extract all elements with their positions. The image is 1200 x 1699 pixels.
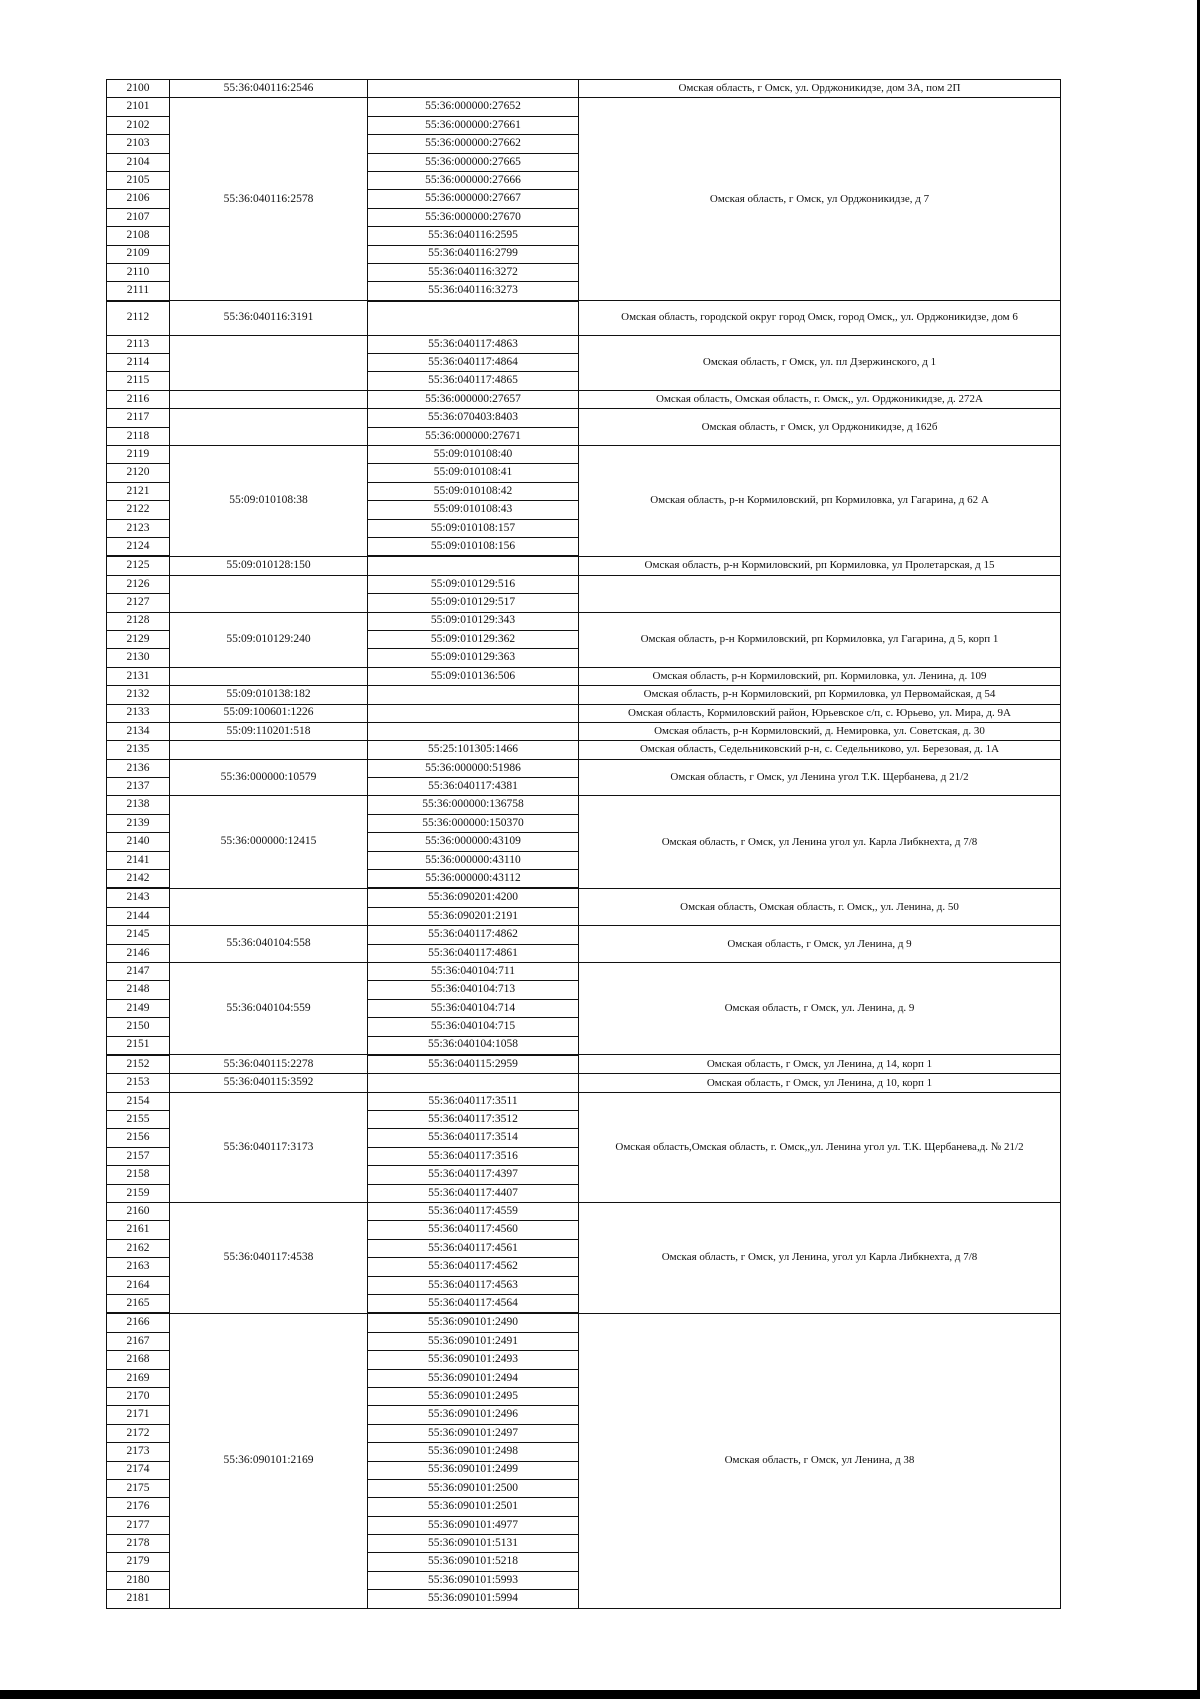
row-number: 2104 — [107, 153, 170, 171]
object-address: Омская область, г Омск, ул Ленина, угол ул Карла Либкнехта, д 7/8 — [579, 1203, 1061, 1314]
table-row — [107, 1074, 1061, 1092]
row-number: 2125 — [107, 556, 170, 575]
included-object-number: 55:09:010108:40 — [368, 446, 579, 464]
row-number: 2158 — [107, 1166, 170, 1184]
cadastral-number: 55:36:000000:12415 — [170, 796, 368, 888]
cadastral-number — [170, 575, 368, 612]
row-number: 2165 — [107, 1295, 170, 1314]
row-number: 2174 — [107, 1461, 170, 1479]
row-number: 2135 — [107, 741, 170, 759]
row-number: 2101 — [107, 98, 170, 116]
cadastral-number — [170, 888, 368, 925]
row-number: 2152 — [107, 1055, 170, 1074]
included-object-number: 55:09:010136:506 — [368, 667, 579, 685]
included-object-number: 55:36:090101:2497 — [368, 1424, 579, 1442]
included-object-number: 55:36:040117:3516 — [368, 1147, 579, 1165]
included-object-number: 55:36:090101:2493 — [368, 1351, 579, 1369]
row-number: 2118 — [107, 427, 170, 445]
row-number: 2112 — [107, 301, 170, 336]
cadastral-number: 55:36:040116:3191 — [170, 301, 368, 336]
included-object-number: 55:36:090201:2191 — [368, 907, 579, 925]
row-number: 2177 — [107, 1516, 170, 1534]
row-number: 2109 — [107, 245, 170, 263]
row-number: 2168 — [107, 1351, 170, 1369]
included-object-number: 55:36:000000:136758 — [368, 796, 579, 814]
included-object-number: 55:09:010108:43 — [368, 501, 579, 519]
row-number: 2140 — [107, 833, 170, 851]
row-number: 2151 — [107, 1036, 170, 1055]
included-object-number — [368, 704, 579, 722]
row-number: 2131 — [107, 667, 170, 685]
included-object-number: 55:36:040117:4563 — [368, 1276, 579, 1294]
included-object-number: 55:36:090101:2500 — [368, 1479, 579, 1497]
included-object-number: 55:36:000000:43112 — [368, 870, 579, 889]
included-object-number: 55:36:000000:27657 — [368, 390, 579, 408]
included-object-number: 55:36:040104:1058 — [368, 1036, 579, 1055]
row-number: 2143 — [107, 888, 170, 907]
included-object-number — [368, 80, 579, 98]
row-number: 2133 — [107, 704, 170, 722]
row-number: 2175 — [107, 1479, 170, 1497]
table-row — [107, 1203, 1061, 1221]
cadastral-number — [170, 335, 368, 390]
cadastral-number: 55:09:100601:1226 — [170, 704, 368, 722]
included-object-number: 55:36:000000:27662 — [368, 135, 579, 153]
row-number: 2166 — [107, 1313, 170, 1332]
object-address: Омская область, р-н Кормиловский, рп Кормиловка, ул Первомайская, д 54 — [579, 686, 1061, 704]
included-object-number: 55:36:040117:4564 — [368, 1295, 579, 1314]
row-number: 2180 — [107, 1571, 170, 1589]
included-object-number: 55:36:000000:51986 — [368, 759, 579, 777]
row-number: 2115 — [107, 372, 170, 390]
row-number: 2154 — [107, 1092, 170, 1110]
included-object-number: 55:09:010108:41 — [368, 464, 579, 482]
included-object-number: 55:36:040117:4561 — [368, 1239, 579, 1257]
row-number: 2141 — [107, 851, 170, 869]
table-row — [107, 759, 1061, 777]
row-number: 2107 — [107, 208, 170, 226]
row-number: 2145 — [107, 926, 170, 944]
cadastral-number: 55:09:010138:182 — [170, 686, 368, 704]
row-number: 2150 — [107, 1018, 170, 1036]
included-object-number: 55:36:000000:27661 — [368, 116, 579, 134]
row-number: 2160 — [107, 1203, 170, 1221]
table-row — [107, 888, 1061, 907]
cadastral-number — [170, 667, 368, 685]
included-object-number: 55:36:040117:4560 — [368, 1221, 579, 1239]
object-address: Омская область, г Омск, ул Ленина угол ул. Карла Либкнехта, д 7/8 — [579, 796, 1061, 888]
table-row — [107, 390, 1061, 408]
included-object-number — [368, 301, 579, 336]
included-object-number: 55:36:040117:3511 — [368, 1092, 579, 1110]
table-row — [107, 926, 1061, 944]
row-number: 2146 — [107, 944, 170, 962]
row-number: 2103 — [107, 135, 170, 153]
included-object-number — [368, 722, 579, 740]
included-object-number: 55:36:040116:2595 — [368, 227, 579, 245]
row-number: 2120 — [107, 464, 170, 482]
included-object-number: 55:36:040115:2959 — [368, 1055, 579, 1074]
row-number: 2167 — [107, 1332, 170, 1350]
cadastral-number: 55:09:010108:38 — [170, 446, 368, 557]
row-number: 2128 — [107, 612, 170, 630]
included-object-number: 55:36:090101:4977 — [368, 1516, 579, 1534]
included-object-number: 55:36:090101:2490 — [368, 1313, 579, 1332]
row-number: 2139 — [107, 814, 170, 832]
included-object-number: 55:36:040117:4865 — [368, 372, 579, 390]
row-number: 2124 — [107, 537, 170, 556]
included-object-number: 55:36:040117:4863 — [368, 335, 579, 353]
included-object-number: 55:36:040117:3514 — [368, 1129, 579, 1147]
included-object-number: 55:36:040116:3273 — [368, 282, 579, 301]
table-row — [107, 80, 1061, 98]
included-object-number: 55:36:090101:2491 — [368, 1332, 579, 1350]
row-number: 2134 — [107, 722, 170, 740]
row-number: 2147 — [107, 962, 170, 980]
included-object-number: 55:36:090101:2495 — [368, 1387, 579, 1405]
row-number: 2126 — [107, 575, 170, 593]
included-object-number: 55:36:000000:27652 — [368, 98, 579, 116]
object-address — [579, 575, 1061, 612]
row-number: 2122 — [107, 501, 170, 519]
cadastral-number: 55:09:110201:518 — [170, 722, 368, 740]
included-object-number: 55:36:040104:713 — [368, 981, 579, 999]
table-row — [107, 722, 1061, 740]
object-address: Омская область, г Омск, ул Ленина, д 14, корп 1 — [579, 1055, 1061, 1074]
included-object-number: 55:09:010129:517 — [368, 594, 579, 612]
row-number: 2137 — [107, 778, 170, 796]
row-number: 2169 — [107, 1369, 170, 1387]
included-object-number: 55:36:000000:27667 — [368, 190, 579, 208]
included-object-number: 55:36:040117:4559 — [368, 1203, 579, 1221]
object-address: Омская область, Омская область, г. Омск,, ул. Ленина, д. 50 — [579, 888, 1061, 925]
included-object-number — [368, 556, 579, 575]
table-row — [107, 575, 1061, 593]
included-object-number: 55:36:040104:711 — [368, 962, 579, 980]
row-number: 2136 — [107, 759, 170, 777]
row-number: 2172 — [107, 1424, 170, 1442]
table-row — [107, 1313, 1061, 1332]
object-address: Омская область, г Омск, ул Ленина, д 10, корп 1 — [579, 1074, 1061, 1092]
included-object-number: 55:36:000000:27665 — [368, 153, 579, 171]
included-object-number: 55:09:010108:157 — [368, 519, 579, 537]
cadastral-number: 55:36:040115:2278 — [170, 1055, 368, 1074]
object-address: Омская область, р-н Кормиловский, рп Кормиловка, ул Гагарина, д 62 А — [579, 446, 1061, 557]
table-row — [107, 1092, 1061, 1110]
row-number: 2108 — [107, 227, 170, 245]
row-number: 2119 — [107, 446, 170, 464]
included-object-number: 55:36:000000:27671 — [368, 427, 579, 445]
cadastral-number: 55:36:040104:558 — [170, 926, 368, 963]
cadastral-number: 55:36:000000:10579 — [170, 759, 368, 796]
row-number: 2164 — [107, 1276, 170, 1294]
included-object-number: 55:36:000000:43110 — [368, 851, 579, 869]
included-object-number: 55:09:010129:516 — [368, 575, 579, 593]
included-object-number: 55:36:090101:5131 — [368, 1535, 579, 1553]
object-address: Омская область, р-н Кормиловский, рп. Кормиловка, ул. Ленина, д. 109 — [579, 667, 1061, 685]
included-object-number: 55:36:000000:150370 — [368, 814, 579, 832]
cadastral-number — [170, 409, 368, 446]
row-number: 2159 — [107, 1184, 170, 1202]
row-number: 2179 — [107, 1553, 170, 1571]
object-address: Омская область, р-н Кормиловский, рп Кормиловка, ул Гагарина, д 5, корп 1 — [579, 612, 1061, 667]
row-number: 2181 — [107, 1590, 170, 1608]
included-object-number: 55:09:010108:156 — [368, 537, 579, 556]
row-number: 2132 — [107, 686, 170, 704]
table-row — [107, 667, 1061, 685]
object-address: Омская область, г Омск, ул Ленина, д 9 — [579, 926, 1061, 963]
cadastral-table-body — [107, 80, 1061, 1609]
row-number: 2106 — [107, 190, 170, 208]
table-row — [107, 335, 1061, 353]
included-object-number: 55:36:040116:3272 — [368, 263, 579, 281]
included-object-number: 55:25:101305:1466 — [368, 741, 579, 759]
included-object-number — [368, 686, 579, 704]
included-object-number: 55:36:040117:4381 — [368, 778, 579, 796]
row-number: 2110 — [107, 263, 170, 281]
object-address: Омская область, г Омск, ул. Ленина, д. 9 — [579, 962, 1061, 1054]
object-address: Омская область, р-н Кормиловский, д. Немировка, ул. Советская, д. 30 — [579, 722, 1061, 740]
included-object-number: 55:36:090101:2496 — [368, 1406, 579, 1424]
row-number: 2173 — [107, 1443, 170, 1461]
row-number: 2113 — [107, 335, 170, 353]
row-number: 2123 — [107, 519, 170, 537]
table-row — [107, 612, 1061, 630]
included-object-number: 55:36:000000:43109 — [368, 833, 579, 851]
included-object-number: 55:09:010129:343 — [368, 612, 579, 630]
cadastral-number: 55:36:040116:2578 — [170, 98, 368, 301]
object-address: Омская область, г Омск, ул Орджоникидзе, д 162б — [579, 409, 1061, 446]
object-address: Омская область, г Омск, ул Ленина, д 38 — [579, 1313, 1061, 1608]
object-address: Омская область, г Омск, ул. пл Дзержинского, д 1 — [579, 335, 1061, 390]
table-row — [107, 556, 1061, 575]
row-number: 2117 — [107, 409, 170, 427]
included-object-number: 55:36:090101:5994 — [368, 1590, 579, 1608]
cadastral-number: 55:36:040104:559 — [170, 962, 368, 1054]
row-number: 2178 — [107, 1535, 170, 1553]
row-number: 2116 — [107, 390, 170, 408]
included-object-number: 55:36:090101:2494 — [368, 1369, 579, 1387]
included-object-number: 55:36:000000:27666 — [368, 171, 579, 189]
included-object-number — [368, 1074, 579, 1092]
row-number: 2129 — [107, 630, 170, 648]
table-row — [107, 686, 1061, 704]
row-number: 2148 — [107, 981, 170, 999]
table-row — [107, 1055, 1061, 1074]
included-object-number: 55:36:040117:4864 — [368, 354, 579, 372]
included-object-number: 55:36:040117:4862 — [368, 926, 579, 944]
included-object-number: 55:36:040104:715 — [368, 1018, 579, 1036]
included-object-number: 55:09:010108:42 — [368, 482, 579, 500]
table-row — [107, 741, 1061, 759]
row-number: 2111 — [107, 282, 170, 301]
object-address: Омская область,Омская область, г. Омск,,ул. Ленина угол ул. Т.К. Щербанева,д. № 21/2 — [579, 1092, 1061, 1202]
row-number: 2153 — [107, 1074, 170, 1092]
row-number: 2156 — [107, 1129, 170, 1147]
row-number: 2105 — [107, 171, 170, 189]
object-address: Омская область, г Омск, ул. Орджоникидзе, дом 3А, пом 2П — [579, 80, 1061, 98]
row-number: 2114 — [107, 354, 170, 372]
included-object-number: 55:09:010129:363 — [368, 649, 579, 667]
object-address: Омская область, г Омск, ул Ленина угол Т.К. Щербанева, д 21/2 — [579, 759, 1061, 796]
row-number: 2149 — [107, 999, 170, 1017]
included-object-number: 55:36:090101:2501 — [368, 1498, 579, 1516]
object-address: Омская область, г Омск, ул Орджоникидзе, д 7 — [579, 98, 1061, 301]
object-address: Омская область, Кормиловский район, Юрьевское с/п, с. Юрьево, ул. Мира, д. 9А — [579, 704, 1061, 722]
included-object-number: 55:36:070403:8403 — [368, 409, 579, 427]
object-address: Омская область, р-н Кормиловский, рп Кормиловка, ул Пролетарская, д 15 — [579, 556, 1061, 575]
table-row — [107, 704, 1061, 722]
included-object-number: 55:36:090101:5218 — [368, 1553, 579, 1571]
cadastral-number: 55:09:010128:150 — [170, 556, 368, 575]
included-object-number: 55:36:040117:4397 — [368, 1166, 579, 1184]
row-number: 2171 — [107, 1406, 170, 1424]
included-object-number: 55:36:040117:4861 — [368, 944, 579, 962]
included-object-number: 55:36:040117:3512 — [368, 1111, 579, 1129]
table-row — [107, 446, 1061, 464]
cadastral-number: 55:36:090101:2169 — [170, 1313, 368, 1608]
row-number: 2142 — [107, 870, 170, 889]
cadastral-number: 55:36:040116:2546 — [170, 80, 368, 98]
row-number: 2157 — [107, 1147, 170, 1165]
table-row — [107, 796, 1061, 814]
included-object-number: 55:09:010129:362 — [368, 630, 579, 648]
row-number: 2121 — [107, 482, 170, 500]
row-number: 2161 — [107, 1221, 170, 1239]
cadastral-number: 55:09:010129:240 — [170, 612, 368, 667]
row-number: 2100 — [107, 80, 170, 98]
row-number: 2102 — [107, 116, 170, 134]
cadastral-number: 55:36:040117:3173 — [170, 1092, 368, 1202]
row-number: 2170 — [107, 1387, 170, 1405]
cadastral-number — [170, 390, 368, 408]
row-number: 2176 — [107, 1498, 170, 1516]
cadastral-number: 55:36:040115:3592 — [170, 1074, 368, 1092]
object-address: Омская область, Седельниковский р-н, с. Седельниково, ул. Березовая, д. 1А — [579, 741, 1061, 759]
row-number: 2163 — [107, 1258, 170, 1276]
table-row — [107, 301, 1061, 336]
table-row — [107, 962, 1061, 980]
row-number: 2162 — [107, 1239, 170, 1257]
row-number: 2138 — [107, 796, 170, 814]
object-address: Омская область, городской округ город Омск, город Омск,, ул. Орджоникидзе, дом 6 — [579, 301, 1061, 336]
row-number: 2155 — [107, 1111, 170, 1129]
included-object-number: 55:36:090201:4200 — [368, 888, 579, 907]
included-object-number: 55:36:090101:5993 — [368, 1571, 579, 1589]
object-address: Омская область, Омская область, г. Омск,, ул. Орджоникидзе, д. 272А — [579, 390, 1061, 408]
table-row — [107, 98, 1061, 116]
included-object-number: 55:36:040117:4562 — [368, 1258, 579, 1276]
included-object-number: 55:36:040116:2799 — [368, 245, 579, 263]
table-row — [107, 409, 1061, 427]
included-object-number: 55:36:090101:2499 — [368, 1461, 579, 1479]
cadastral-number: 55:36:040117:4538 — [170, 1203, 368, 1314]
cadastral-table — [106, 79, 1061, 1609]
row-number: 2130 — [107, 649, 170, 667]
row-number: 2144 — [107, 907, 170, 925]
cadastral-number — [170, 741, 368, 759]
scan-edge-bottom — [0, 1690, 1200, 1699]
included-object-number: 55:36:040117:4407 — [368, 1184, 579, 1202]
included-object-number: 55:36:000000:27670 — [368, 208, 579, 226]
row-number: 2127 — [107, 594, 170, 612]
included-object-number: 55:36:040104:714 — [368, 999, 579, 1017]
included-object-number: 55:36:090101:2498 — [368, 1443, 579, 1461]
